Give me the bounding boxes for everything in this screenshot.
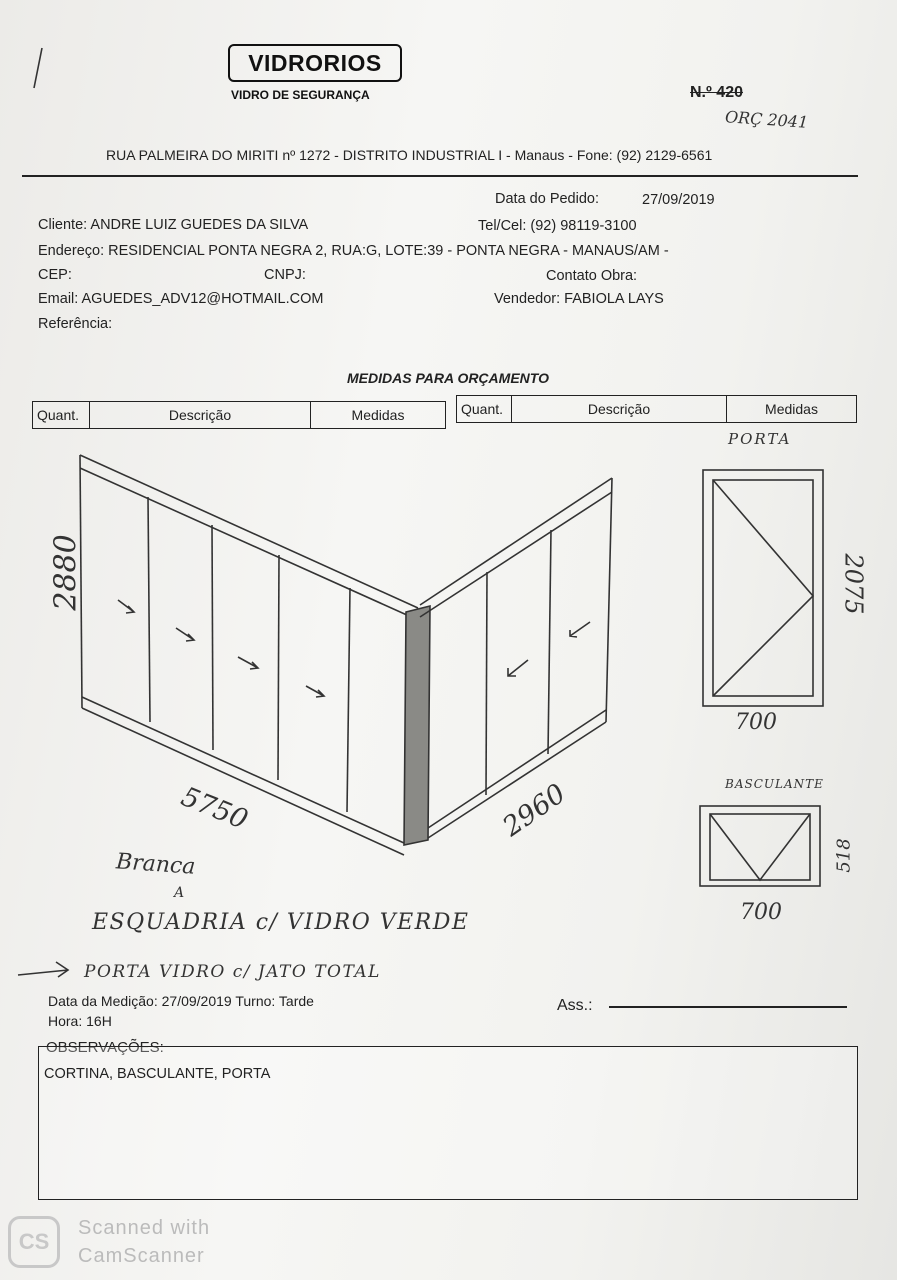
basculante-label: BASCULANTE [725, 777, 824, 791]
observacoes-text: CORTINA, BASCULANTE, PORTA [44, 1066, 271, 1082]
company-address: RUA PALMEIRA DO MIRITI nº 1272 - DISTRITO INDUSTRIAL I - Manaus - Fone: (92) 2129-6561 [106, 147, 713, 163]
camscanner-logo-icon: CS [8, 1216, 60, 1268]
section-title: MEDIDAS PARA ORÇAMENTO [347, 370, 549, 386]
panel-divider [148, 497, 150, 722]
col-descricao: Descrição [90, 402, 311, 429]
measure-date-text: Data da Medição: 27/09/2019 [48, 993, 232, 1009]
client-phone: Tel/Cel: (92) 98119-3100 [478, 218, 637, 234]
right-top-frame [420, 478, 612, 605]
signature-line [609, 1006, 847, 1008]
basculante-frame [700, 806, 820, 886]
dim-right-width: 2960 [497, 778, 572, 843]
note-a: A [174, 885, 185, 901]
measure-date [48, 993, 314, 1009]
note-arrow [18, 962, 68, 977]
measure-turno: Turno: Tarde [235, 993, 314, 1009]
watermark-line1: Scanned with [78, 1217, 211, 1239]
door-opening-lines [713, 480, 813, 696]
client-name: Cliente: ANDRE LUIZ GUEDES DA SILVA [38, 217, 309, 233]
note-porta: PORTA VIDRO c/ JATO TOTAL [84, 962, 381, 982]
porta-label: PORTA [728, 430, 792, 448]
corner-post [404, 606, 430, 845]
note-esquadria: ESQUADRIA c/ VIDRO VERDE [92, 910, 470, 935]
basculante-opening-lines [710, 814, 810, 880]
dim-left-height: 2880 [48, 534, 84, 611]
col-descricao-2: Descrição [512, 396, 727, 423]
door-frame [703, 470, 823, 706]
reference-label: Referência: [38, 316, 113, 332]
col-quant-2: Quant. [457, 396, 512, 423]
order-number-struck: N.º 420 [690, 84, 743, 101]
watermark-line2: CamScanner [78, 1245, 205, 1267]
observacoes-label: OBSERVAÇÕES: [46, 1039, 164, 1056]
col-quant: Quant. [33, 402, 90, 429]
col-medidas-2: Medidas [727, 396, 857, 423]
client-email: Email: AGUEDES_ADV12@HOTMAIL.COM [38, 291, 324, 307]
dim-basculante-width: 700 [740, 900, 782, 925]
contato-label: Contato Obra: [546, 268, 638, 284]
dim-left-width: 5750 [176, 781, 253, 836]
measure-hora: Hora: 16H [48, 1013, 112, 1029]
cep-label: CEP: [38, 267, 72, 283]
company-logo: VIDRORIOS [228, 44, 402, 82]
dim-porta-height: 2075 [839, 553, 868, 615]
company-tagline: VIDRO DE SEGURANÇA [231, 88, 370, 102]
order-date-value: 27/09/2019 [642, 192, 715, 208]
client-address: Endereço: RESIDENCIAL PONTA NEGRA 2, RUA:G, LOTE:39 - PONTA NEGRA - MANAUS/AM - [38, 243, 669, 259]
signature-label: Ass.: [557, 997, 593, 1014]
cnpj-label: CNPJ: [264, 267, 306, 283]
seller-name: Vendedor: FABIOLA LAYS [494, 291, 664, 307]
order-date-label: Data do Pedido: [495, 191, 599, 207]
orc-handwritten: ORÇ 2041 [724, 107, 809, 132]
dim-porta-width: 700 [735, 710, 777, 735]
left-top-frame [80, 455, 418, 608]
note-color: Branca [115, 849, 197, 880]
dim-basculante-height: 518 [833, 838, 855, 873]
col-medidas: Medidas [311, 402, 446, 429]
